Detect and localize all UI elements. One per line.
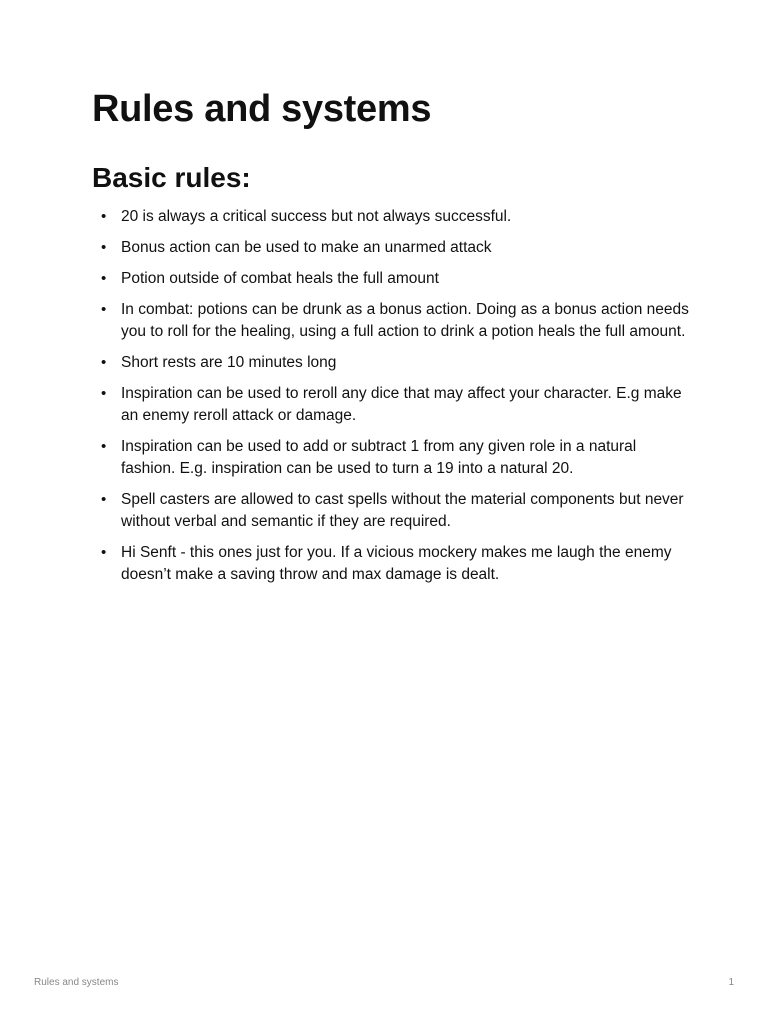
list-item-text: Hi Senft - this ones just for you. If a vicious mockery makes me laugh the enemy doesn’t make a saving throw and max damage is dealt.: [121, 544, 672, 583]
list-item: [92, 206, 692, 228]
bullet-icon: •: [101, 301, 107, 318]
basic-rules-list: [92, 206, 692, 586]
list-item-text: In combat: potions can be drunk as a bonus action. Doing as a bonus action needs you to roll for the healing, using a full action to drink a potion heals the full amount.: [121, 301, 689, 340]
list-item-text: 20 is always a critical success but not always successful.: [121, 208, 512, 225]
bullet-icon: •: [101, 354, 107, 371]
footer-page-number: 1: [728, 977, 734, 988]
bullet-icon: •: [101, 491, 107, 508]
document-page: [92, 86, 692, 595]
list-item-text: Potion outside of combat heals the full amount: [121, 270, 439, 287]
list-item-text: Inspiration can be used to add or subtract 1 from any given role in a natural fashion. E.g. inspiration can be used to turn a 19 into a natural 20.: [121, 438, 637, 477]
page-title: Rules and systems: [92, 88, 432, 130]
list-item-text: Bonus action can be used to make an unarmed attack: [121, 239, 492, 256]
list-item: [92, 383, 692, 427]
list-item: [92, 352, 692, 374]
list-item-text: Short rests are 10 minutes long: [121, 354, 337, 371]
section-title-basic-rules: Basic rules:: [92, 162, 251, 193]
list-item: [92, 299, 692, 343]
list-item: [92, 268, 692, 290]
list-item: [92, 542, 692, 586]
bullet-icon: •: [101, 544, 107, 561]
list-item-text: Spell casters are allowed to cast spells without the material components but never without verbal and semantic if they are required.: [121, 491, 684, 530]
bullet-icon: •: [101, 385, 107, 402]
list-item: [92, 436, 692, 480]
list-item-text: Inspiration can be used to reroll any dice that may affect your character. E.g make an enemy reroll attack or damage.: [121, 385, 682, 424]
bullet-icon: •: [101, 438, 107, 455]
list-item: [92, 237, 692, 259]
bullet-icon: •: [101, 208, 107, 225]
list-item: [92, 489, 692, 533]
bullet-icon: •: [101, 239, 107, 256]
footer-document-title: Rules and systems: [34, 977, 119, 988]
bullet-icon: •: [101, 270, 107, 287]
